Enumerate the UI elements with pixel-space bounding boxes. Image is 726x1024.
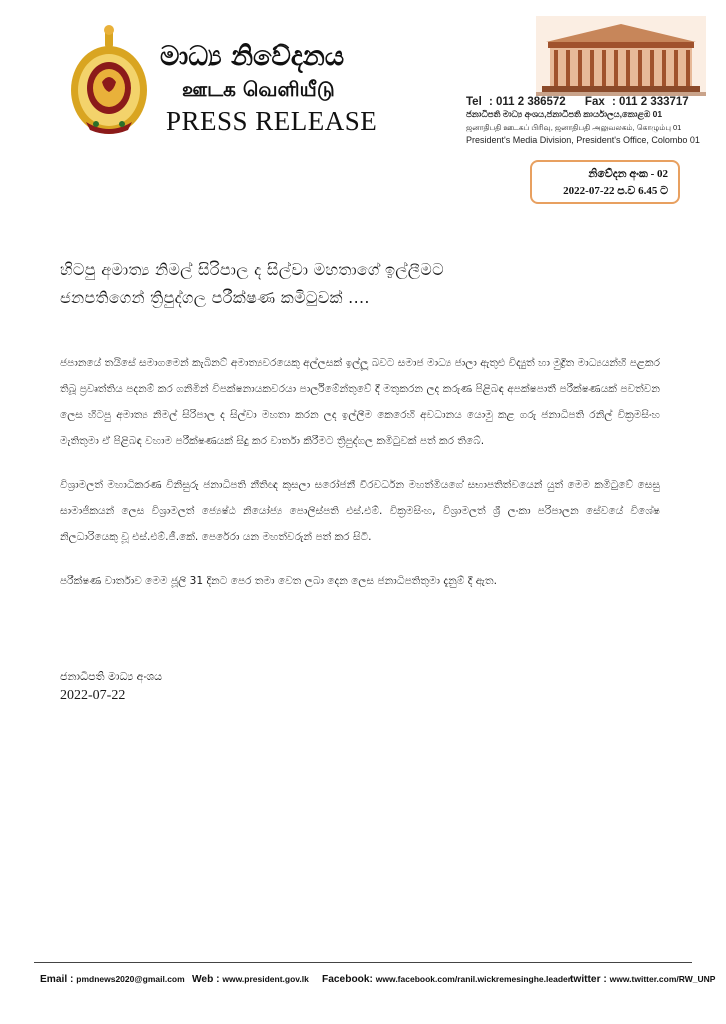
fax-value: : 011 2 333717 [611, 96, 689, 108]
address-sinhala: ජනාධිපති මාධ්‍ය අංශය,ජනාධිපති කාර්යාලය,කොළඹ 01 [466, 109, 663, 119]
footer-twitter [570, 974, 715, 985]
signature-block [60, 668, 162, 706]
twitter-link[interactable]: www.twitter.com/RW_UNP [609, 974, 716, 984]
release-number-box [530, 160, 680, 204]
title-sinhala: මාධ්‍ය නිවේදනය [160, 41, 345, 72]
headline [60, 256, 620, 312]
phone-fax [466, 96, 716, 108]
footer-divider [34, 962, 692, 963]
release-datetime: 2022-07-22 ප.ව 6.45 ට [563, 185, 668, 197]
release-number-value: - 02 [650, 168, 668, 180]
fax-label: Fax [584, 96, 605, 108]
body-paragraph: ජපානයේ තයිසේ සමාගමෙන් කැබිනට් අමාත්‍යවරයෙකු අල්ලසක් ඉල්ලූ බවට සමාජ මාධ්‍ය ජාලා ඇතුළු විද්‍යුත් හා මුද්‍රිත මාධ්‍යයන්හි පළකර තිබූ ප්‍රවෘත්තිය පදනම් කර ගනිමින් විපක්ෂනායකවරයා පාර්ලිමේන්තුවේ දී මතුකරන ලද කරුණ පිළිබඳ අපක්ෂපාතී පරීක්ෂණයක් පවත්වන ලෙස හිටපු අමාත්‍ය නිමල් සිරිපාල ද සිල්වා මහතා කරන ලද ඉල්ලීම කෙරෙහි අවධානය යොමු කළ ගරු ජනාධිපති රනිල් වික්‍රමසිංහ මැතිතුමා ඒ පිළිබඳ වහාම පරීක්ෂණයක් සිදු කර වාර්තා කිරීමට ත්‍රිපුද්ගල කමිටුවක් පත් කර තිබේ. [60, 357, 660, 447]
facebook-link[interactable]: www.facebook.com/ranil.wickremesinghe.leader [375, 974, 572, 984]
footer-facebook [322, 974, 571, 985]
email-link[interactable]: pmdnews2020@gmail.com [76, 974, 185, 984]
headline-line-2: ජනපතිගෙන් ත්‍රිපුද්ගල පරීක්ෂණ කමිටුවක් .... [60, 288, 370, 307]
twitter-label: twitter : [570, 974, 607, 985]
footer-email [40, 974, 185, 985]
release-number-label: නිවේදන අංක [588, 168, 648, 180]
title-english: PRESS RELEASE [166, 106, 378, 136]
contact-info [466, 96, 716, 147]
sri-lanka-emblem-icon [66, 22, 152, 138]
body-paragraph: විශ්‍රාමලත් මහාධිකරණ විනිසුරු ජනාධිපති නීතිඥ කුසලා සරෝජනී වීරවර්ධන මහත්මියගේ සභාපතිත්වයෙන් යුත් මෙම කමිටුවේ සෙසු සාමාජිකයන් ලෙස විශ්‍රාමලත් ජ්‍යෙෂ්ඨ නියෝජ්‍ය පොලිස්පති එස්.එම්. වික්‍රමසිංහ, විශ්‍රාමලත් ශ්‍රී ලංකා පරිපාලන සේවයේ විශේෂ නිලධාරියෙකු වූ එස්.එම්.ජී.කේ. පෙරේරා යන මහත්වරුන් පත් කර සිටී. [60, 479, 660, 543]
presidential-secretariat-building-icon [536, 16, 706, 96]
body-text [60, 350, 660, 612]
title-tamil: ஊடக வெளியீடு [182, 77, 335, 101]
body-paragraph: පරීක්ෂණ වාර්තාව මෙම ජූලි 31 දිනට පෙර තමා වෙත ලබා දෙන ලෙස ජනාධිපතිතුමා දැනුම් දී ඇත. [60, 575, 497, 587]
headline-line-1: හිටපු අමාත්‍ය නිමල් සිරිපාල ද සිල්වා මහතාගේ ඉල්ලීමට [60, 260, 444, 279]
web-label: Web : [192, 974, 220, 985]
press-release-title [160, 40, 378, 138]
tel-value: : 011 2 386572 [488, 96, 566, 108]
email-label: Email : [40, 974, 74, 985]
footer-web [192, 974, 309, 985]
signature-department: ජනාධිපති මාධ්‍ය අංශය [60, 670, 163, 683]
address-tamil: ஜனாதிபதி ஊடகப் பிரிவு, ஜனாதிபதி அலுவலகம், கொழும்பு 01 [466, 123, 682, 132]
signature-date: 2022-07-22 [60, 688, 126, 703]
address-english: President's Media Division, President's Office, Colombo 01 [466, 135, 700, 145]
release-number [532, 166, 668, 183]
tel-label: Tel [466, 96, 482, 108]
web-link[interactable]: www.president.gov.lk [222, 974, 309, 984]
facebook-label: Facebook: [322, 974, 373, 985]
